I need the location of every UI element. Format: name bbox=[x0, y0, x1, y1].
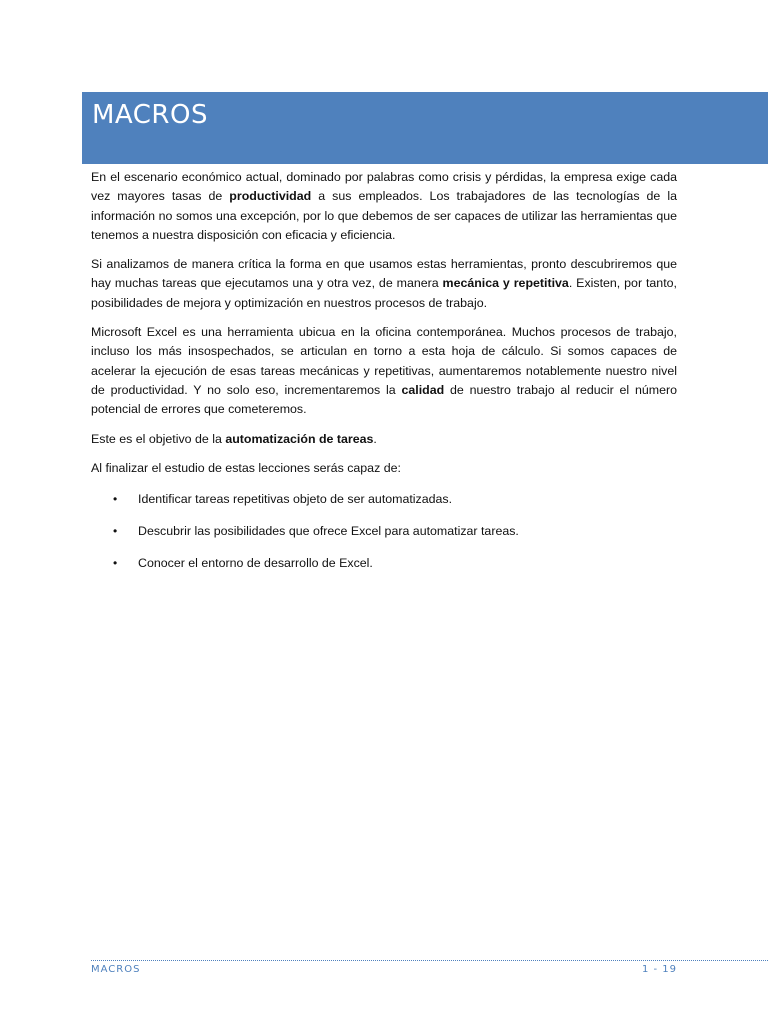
bullet-icon: • bbox=[113, 555, 118, 570]
paragraph-analysis bbox=[91, 255, 677, 313]
paragraph-objective-text-c: . bbox=[373, 431, 377, 446]
paragraph-analysis-bold: mecánica y repetitiva bbox=[442, 276, 569, 291]
paragraph-goals-intro: Al finalizar el estudio de estas lecciones serás capaz de: bbox=[91, 460, 401, 475]
page-title: MACROS bbox=[92, 100, 208, 130]
paragraph-excel-text-a: Microsoft Excel es una herramienta ubicua en la oficina contemporánea. Muchos procesos de trabajo, incluso los más insospechados, se articulan en torno a esta hoja de cálculo. Si somos capaces de acelerar la ejecución de esas tareas mecánicas y repetitivas, aumentaremos notablemente nuestro nivel de productividad. Y no solo eso, incrementaremos la bbox=[91, 325, 677, 397]
bullet-icon: • bbox=[113, 524, 118, 539]
paragraph-intro-text-c: a sus empleados. Los trabajadores de las tecnologías de la información no somos una excepción, por lo que debemos de ser capaces de utilizar las herramientas que tenemos a nuestra disposición con eficacia y eficiencia. bbox=[91, 189, 677, 242]
footer-title: MACROS bbox=[91, 964, 141, 975]
list-item-text: Conocer el entorno de desarrollo de Excel. bbox=[138, 555, 373, 570]
footer-divider bbox=[91, 960, 768, 961]
list-item bbox=[91, 554, 677, 573]
paragraph-intro bbox=[91, 168, 677, 245]
paragraph-analysis-text-c: . Existen, por tanto, posibilidades de mejora y optimización en nuestros procesos de trabajo. bbox=[91, 276, 677, 310]
paragraph-intro-bold: productividad bbox=[229, 189, 312, 204]
list-item-text: Identificar tareas repetitivas objeto de ser automatizadas. bbox=[138, 492, 453, 507]
paragraph-excel-bold: calidad bbox=[401, 382, 445, 397]
paragraph-excel-text-c: de nuestro trabajo al reducir el número potencial de errores que cometeremos. bbox=[91, 382, 677, 417]
title-band bbox=[82, 92, 768, 164]
list-item-text: Descubrir las posibilidades que ofrece Excel para automatizar tareas. bbox=[138, 524, 519, 539]
paragraph-objective bbox=[91, 430, 677, 449]
paragraph-excel bbox=[91, 323, 677, 419]
body-content bbox=[91, 168, 677, 586]
paragraph-intro-text-a: En el escenario económico actual, dominado por palabras como crisis y pérdidas, la empresa exige cada vez mayores tasas de bbox=[91, 170, 677, 204]
list-item bbox=[91, 522, 677, 541]
list-item bbox=[91, 490, 677, 509]
bullet-icon: • bbox=[113, 492, 118, 507]
page-number: 1 - 19 bbox=[641, 964, 677, 975]
paragraph-analysis-text-a: Si analizamos de manera crítica la forma en que usamos estas herramientas, pronto descubriremos que hay muchas tareas que ejecutamos una y otra vez, de manera bbox=[91, 257, 677, 291]
objectives-list bbox=[91, 490, 677, 573]
paragraph-objective-text-a: Este es el objetivo de la bbox=[91, 431, 226, 446]
paragraph-objective-bold: automatización de tareas bbox=[225, 431, 374, 446]
